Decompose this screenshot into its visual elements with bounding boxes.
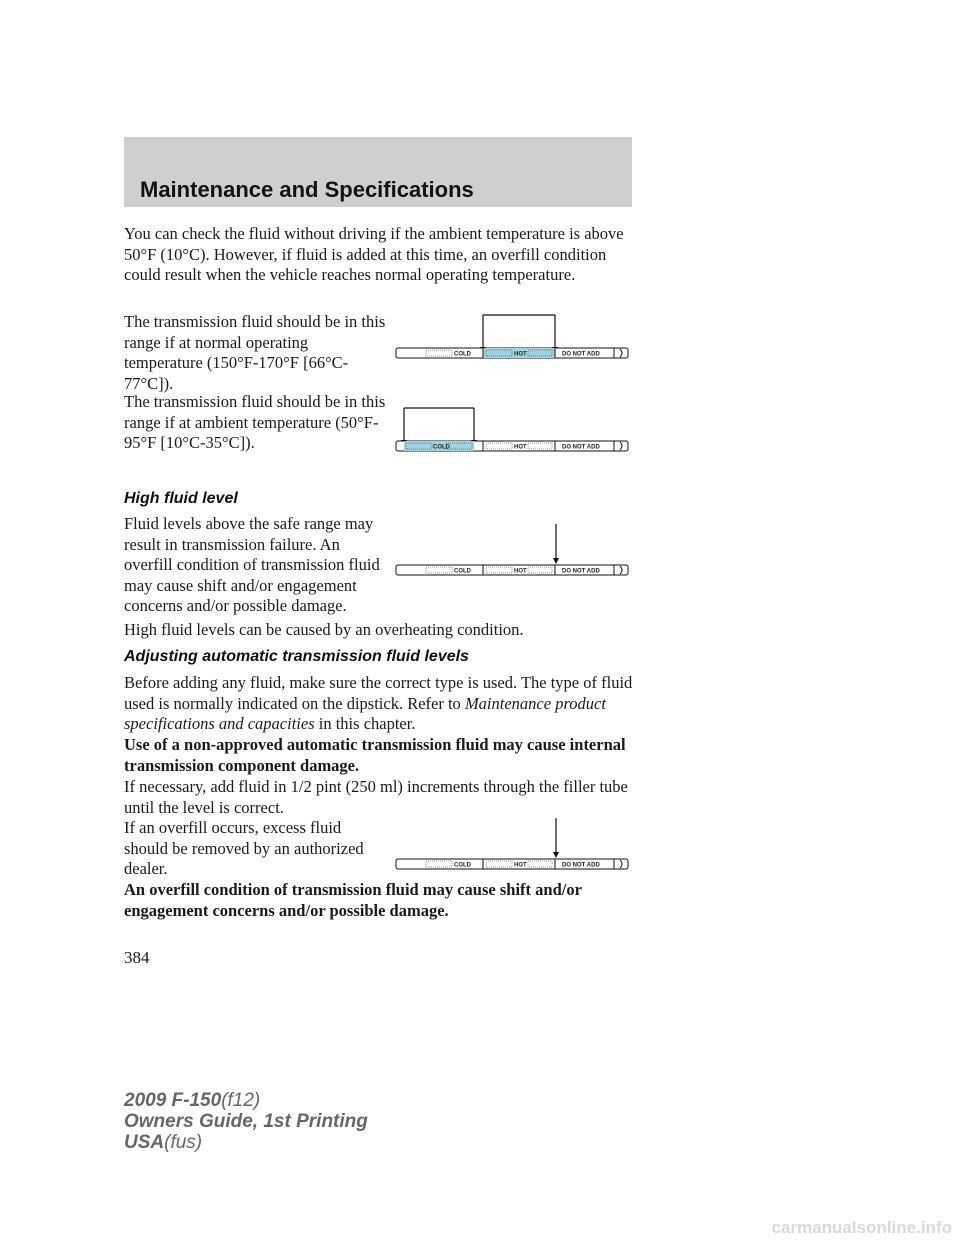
hot-label: HOT — [514, 568, 527, 575]
cross-reference: Maintenance product specifications and capacities — [124, 693, 606, 733]
footer-guide: Owners Guide, 1st Printing — [124, 1111, 368, 1132]
intro-paragraph: You can check the fluid without driving if the ambient temperature is above 50°F (10°C). However, if fluid is added at this time, an overfill condition could result when the vehicle reaches normal operating temperature. — [124, 224, 624, 284]
cold-label: COLD — [454, 862, 471, 869]
do-not-add-label: DO NOT ADD — [562, 351, 600, 358]
add-increments-paragraph: If necessary, add fluid in 1/2 pint (250 ml) increments through the filler tube until the level is correct. — [124, 777, 628, 817]
overfill-removal-paragraph: If an overfill occurs, excess fluid should be removed by an authorized dealer. — [124, 818, 364, 878]
dipstick-diagram — [390, 816, 635, 876]
hot-label: HOT — [514, 351, 527, 358]
adjusting-heading: Adjusting automatic transmission fluid levels — [124, 648, 469, 665]
page-number: 384 — [124, 948, 150, 967]
dipstick-figure-normal — [390, 307, 635, 372]
normal-range-paragraph: The transmission fluid should be in this range if at normal operating temperature (150°F-170°F [66°C-77°C]). — [124, 312, 386, 393]
hot-label: HOT — [514, 444, 527, 451]
do-not-add-label: DO NOT ADD — [562, 444, 600, 451]
document-footer — [124, 1090, 368, 1153]
cold-label: COLD — [454, 351, 471, 358]
footer-model-code: (f12) — [221, 1090, 261, 1111]
high-level-paragraph: Fluid levels above the safe range may result in transmission failure. An overfill condition of transmission fluid may cause shift and/or engagement concerns and/or possible damage. — [124, 514, 380, 615]
dipstick-diagram — [390, 307, 635, 367]
watermark: carmanualsonline.info — [771, 1218, 952, 1237]
ambient-range-paragraph: The transmission fluid should be in this range if at ambient temperature (50°F-95°F [10°C-35°C]). — [124, 392, 386, 452]
high-fluid-heading: High fluid level — [124, 490, 238, 507]
cold-label: COLD — [433, 444, 450, 451]
cold-label: COLD — [454, 568, 471, 575]
section-header — [124, 137, 632, 207]
overheating-paragraph: High fluid levels can be caused by an overheating condition. — [124, 620, 524, 639]
hot-label: HOT — [514, 862, 527, 869]
before-adding-tail: in this chapter. — [318, 714, 416, 733]
footer-market-code: (fus) — [164, 1132, 203, 1153]
dipstick-figure-ambient — [390, 404, 635, 469]
before-adding-paragraph — [124, 673, 644, 735]
do-not-add-label: DO NOT ADD — [562, 568, 600, 575]
footer-model: 2009 F-150 — [124, 1090, 222, 1111]
dipstick-diagram — [390, 522, 635, 582]
dipstick-diagram — [390, 404, 635, 464]
non-approved-warning: Use of a non-approved automatic transmission fluid may cause internal transmission component damage. — [124, 735, 626, 775]
do-not-add-label: DO NOT ADD — [562, 862, 600, 869]
section-title: Maintenance and Specifications — [140, 177, 474, 202]
footer-market: USA — [124, 1132, 165, 1153]
dipstick-figure-high — [390, 522, 635, 587]
before-adding-text: Before adding any fluid, make sure the correct type is used. The type of fluid used is normally indicated on the dipstick. Refer to — [124, 673, 633, 713]
dipstick-figure-overfill — [390, 816, 635, 881]
overfill-warning: An overfill condition of transmission fluid may cause shift and/or engagement concerns and/or possible damage. — [124, 880, 582, 920]
